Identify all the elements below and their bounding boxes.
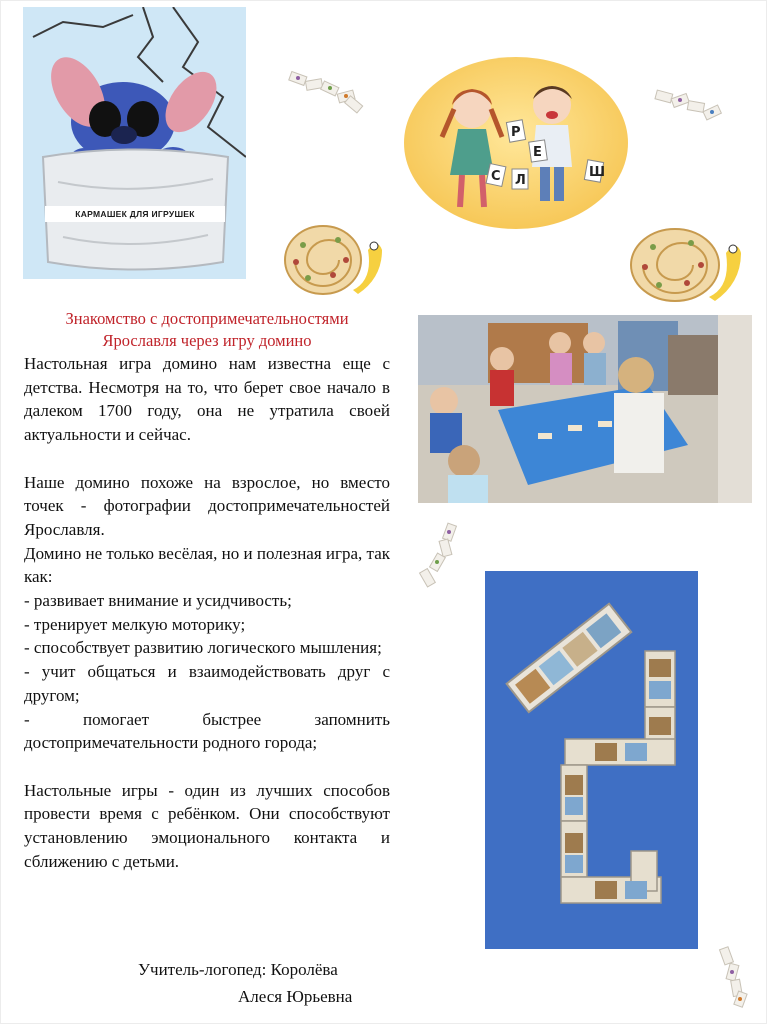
benefit-item: - помогает быстрее запомнить достопримечательности родного города; (24, 709, 390, 753)
signature-line-2: Алеся Юрьевна (238, 987, 353, 1006)
article-title (24, 308, 390, 352)
benefit-item: - развивает внимание и усидчивость; (24, 591, 292, 611)
letter-card: С (491, 169, 501, 184)
classroom-photo (418, 315, 752, 503)
benefit-item: - учит общаться и взаимодействовать друг с другом; (24, 662, 390, 705)
children-playing-domino-photo (418, 315, 752, 503)
pocket-caption: КАРМАШЕК ДЛЯ ИГРУШЕК (45, 206, 225, 222)
author-signature (120, 956, 390, 1010)
article-body (24, 352, 390, 873)
kids-illustration (402, 57, 630, 230)
letter-card: Е (533, 145, 542, 160)
domino-chain-decoration (286, 66, 366, 116)
toy-pocket-image (23, 7, 246, 279)
snail-game-image (625, 221, 745, 303)
paragraph-benefits: Домино не только весёлая, но и полезная игра, так как: (24, 543, 390, 587)
kids-letters-image (402, 57, 630, 230)
domino-wall-photo (485, 571, 698, 949)
benefit-item: - способствует развитию логического мышления; (24, 638, 382, 658)
snail-board-illustration (625, 221, 745, 303)
domino-chain-decoration (712, 944, 757, 1010)
snail-game-image (278, 220, 386, 296)
benefit-item: - тренирует мелкую моторику; (24, 614, 246, 634)
domino-chain-decoration (652, 84, 732, 134)
title-line-2: Ярославля через игру домино (102, 331, 312, 350)
snail-board-illustration (278, 220, 386, 296)
letter-card: Л (515, 173, 526, 188)
paragraph-intro: Настольная игра домино нам известна еще с детства. Несмотря на то, что берет свое начало в далеком 1700 году, она не утратила своей актуальности и сейчас. (24, 354, 390, 445)
stitch-pocket-illustration (23, 7, 246, 279)
letter-card: Р (511, 125, 521, 140)
paragraph-conclusion: Настольные игры - один из лучших способов провести время с ребёнком. Они способствуют установлению эмоционального контакта и сближению с детьми. (24, 780, 390, 871)
domino-tiles-photo (485, 571, 698, 949)
title-line-1: Знакомство с достопримечательностями (65, 309, 349, 328)
signature-line-1: Учитель-логопед: Королёва (138, 960, 338, 979)
domino-chain-decoration (415, 520, 470, 592)
paragraph-domino: Наше домино похоже на взрослое, но вместо точек - фотографии достопримечательностей Ярославля. (24, 472, 390, 539)
letter-card: Ш (589, 165, 606, 180)
